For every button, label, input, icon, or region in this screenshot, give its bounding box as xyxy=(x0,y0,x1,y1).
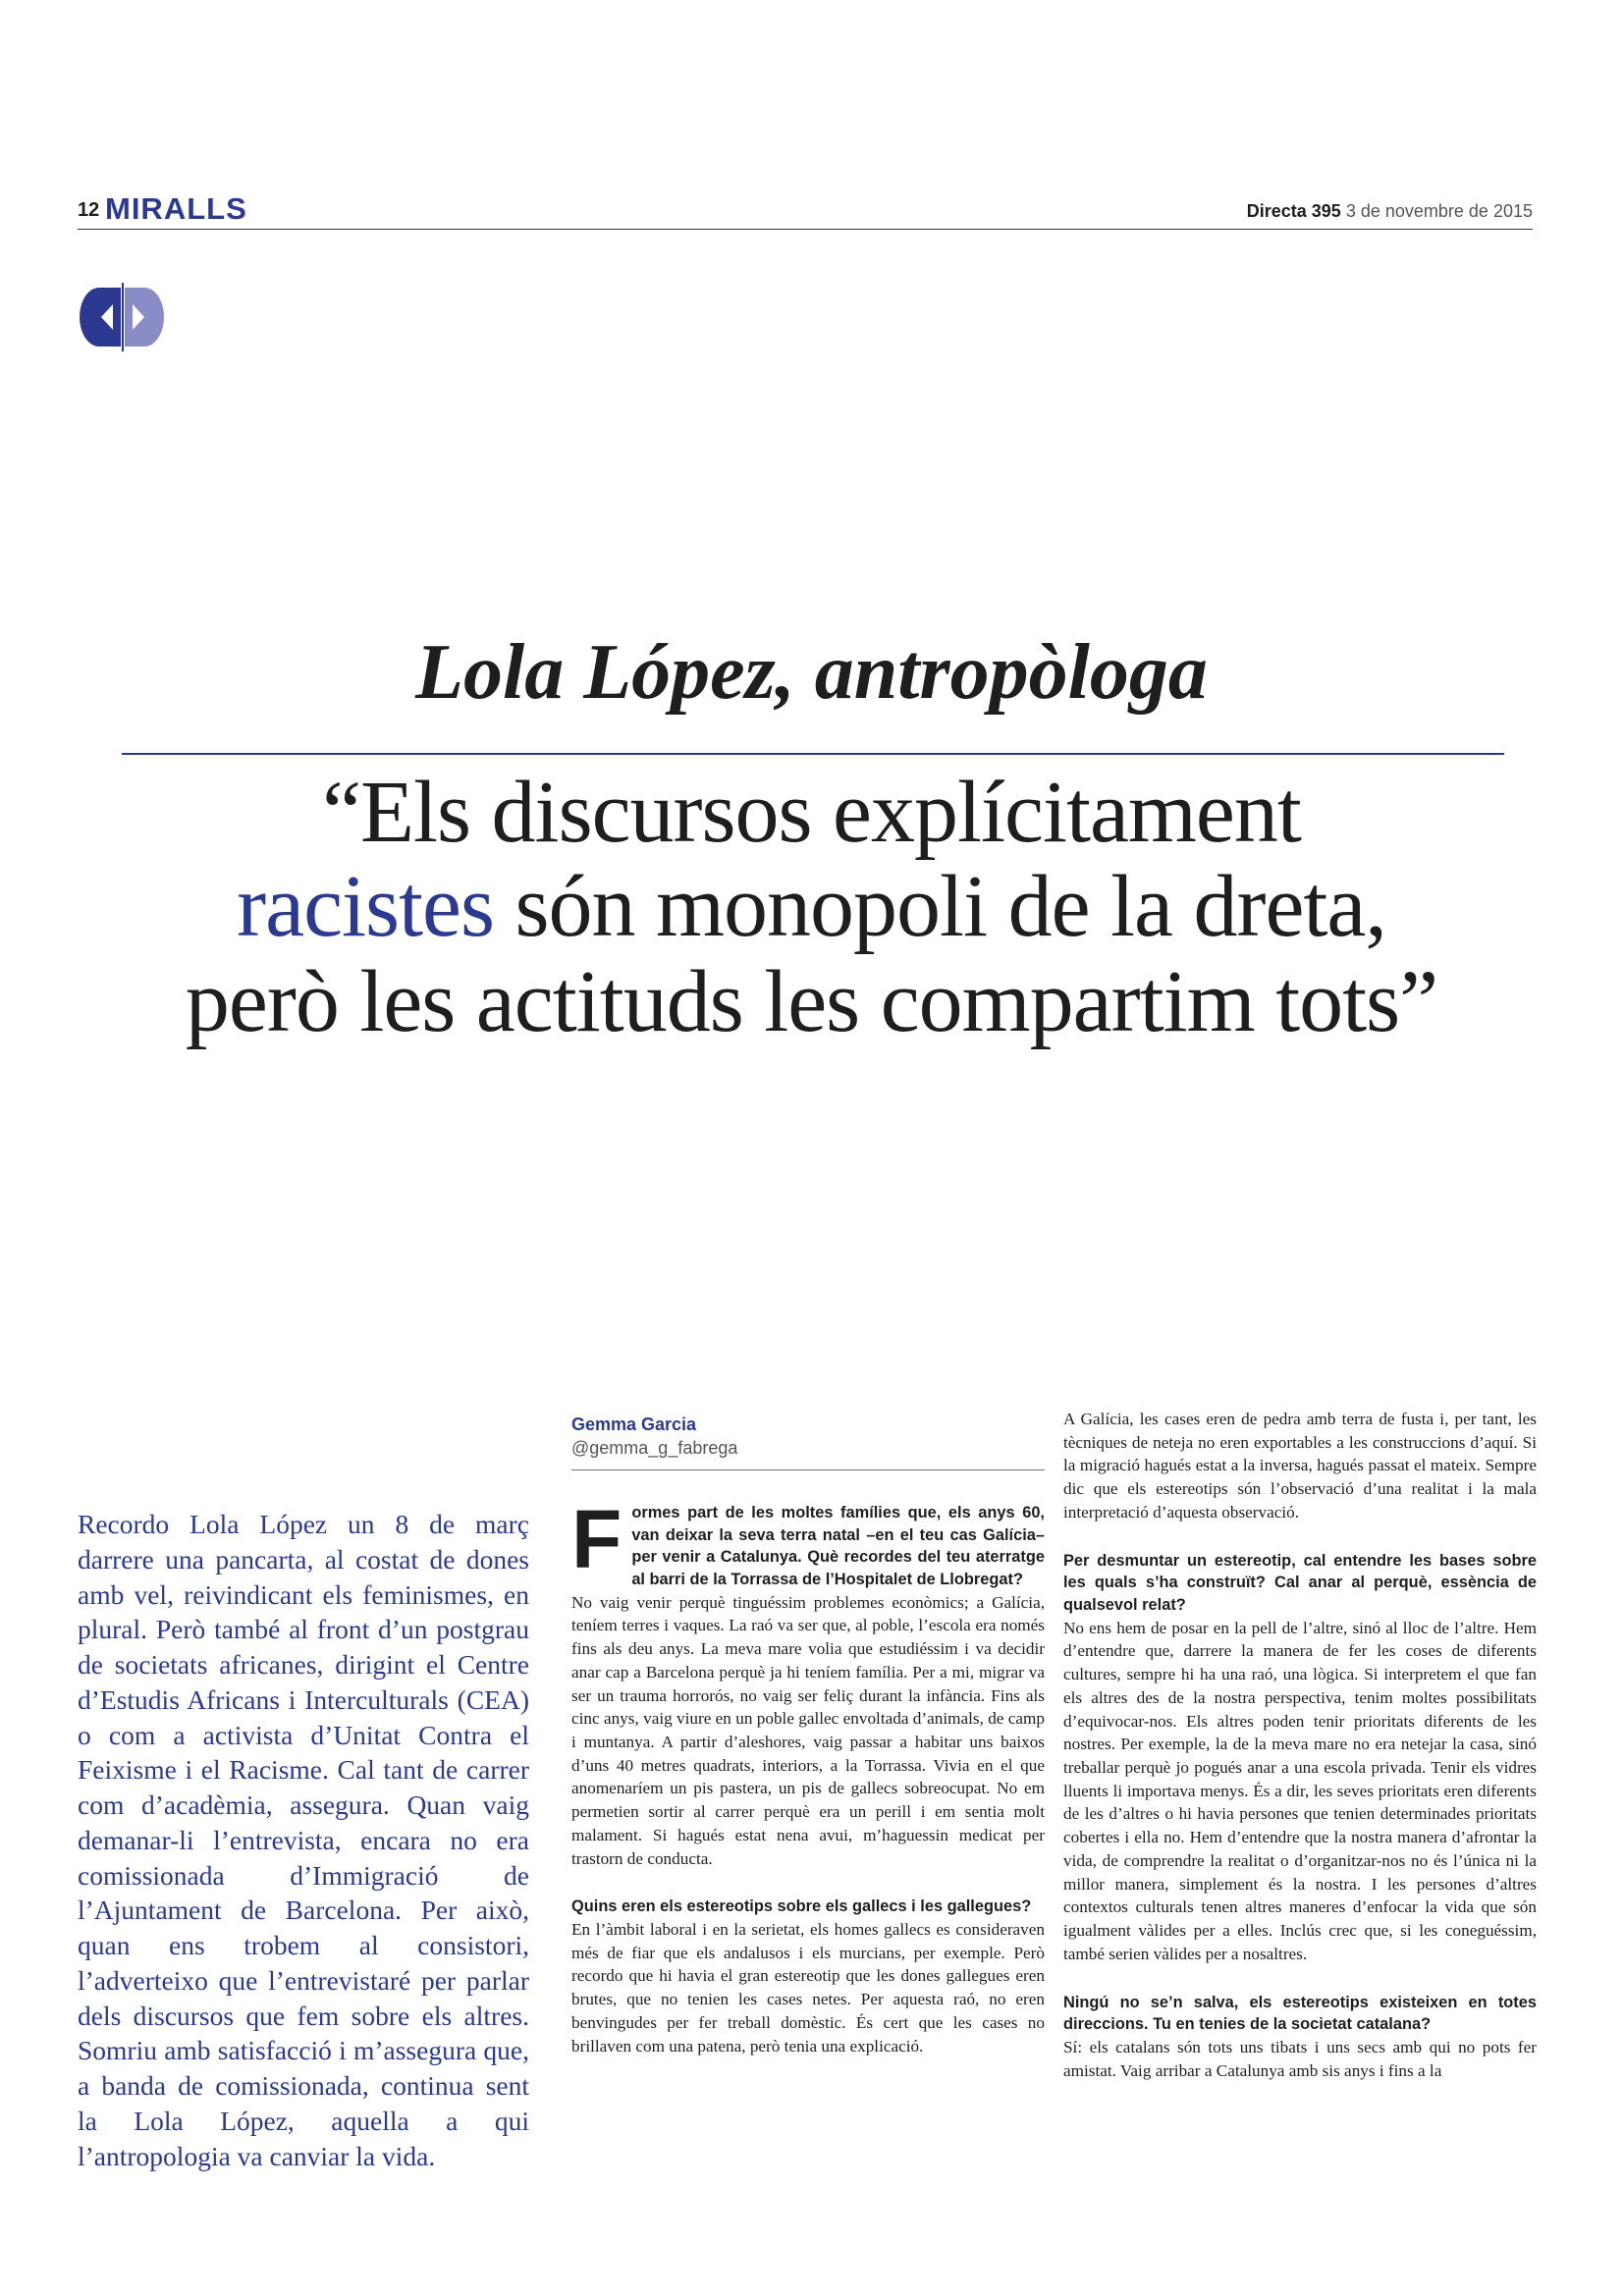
answer-2: En l’àmbit laboral i en la serietat, els homes gallecs es consideraven més de fiar que els andalusos i els murcians, per exemple. Però recordo que hi havia el gran estereotip que les dones gallegues eren brutes, que no tenien les cases netes. Per aquesta raó, no eren benvingudes per fer treball domèstic. És cert que les cases no brillaven com una patena, però tenia una explicació. xyxy=(571,1920,1045,2056)
publication-name: Directa 395 xyxy=(1246,201,1341,221)
issue-info xyxy=(1247,201,1533,222)
byline-rule xyxy=(571,1469,1045,1470)
headline xyxy=(59,766,1564,1049)
question-4: Ningú no se’n salva, els estereotips existeixen en totes direccions. Tu en tenies de la societat catalana? xyxy=(1063,1993,1537,2034)
issue-date: 3 de novembre de 2015 xyxy=(1345,201,1533,221)
headline-line-3: però les actituds les compartim tots” xyxy=(185,952,1438,1050)
title-rule xyxy=(122,753,1504,755)
section-name: MIRALLS xyxy=(105,191,247,226)
question-1-text: ormes part de les moltes famílies que, els anys 60, van deixar la seva terra natal –en el teu cas Galícia– per venir a Catalunya. Què recordes del teu aterratge al barri de la Torrassa de l’Hospitalet de Llobregat? xyxy=(631,1504,1045,1588)
question-2: Quins eren els estereotips sobre els gallecs i les gallegues? xyxy=(571,1897,1032,1916)
dropcap: F xyxy=(571,1493,622,1585)
intro-paragraph: Recordo Lola López un 8 de març darrere una pancarta, al costat de dones amb vel, reivindicant els feminismes, en plural. Però també al front d’un postgrau de societats africanes, dirigint el Centre d’Estudis Africans i Interculturals (CEA) o com a activista d’Unitat Contra el Feixisme i el Racisme. Cal tant de carrer com d’acadèmia, assegura. Quan vaig demanar-li l’entrevista, encara no era comissionada d’Immigració de l’Ajuntament de Barcelona. Per això, quan ens trobem al consistori, l’adverteixo que l’entrevistaré per parlar dels discursos que fem sobre els altres. Somriu amb satisfacció i m’assegura que, a banda de comissionada, continua sent la Lola López, aquella a qui l’antropologia va canviar la vida. xyxy=(78,1509,529,2171)
question-3: Per desmuntar un estereotip, cal entendre les bases sobre les quals s’ha construït? Cal anar al perquè, essència de qualsevol relat? xyxy=(1063,1551,1537,1614)
answer-4: Sí: els catalans són tots uns tibats i uns secs amb qui no pots fer amistat. Vaig arribar a Catalunya amb sis anys i fins a la xyxy=(1063,2037,1537,2080)
headline-line-1: “Els discursos explícitament xyxy=(322,764,1301,861)
headline-highlight: racistes xyxy=(237,858,495,956)
article-column-2 xyxy=(1063,1408,1537,2082)
article-column-1 xyxy=(571,1493,1045,2057)
play-arrows-logo xyxy=(78,283,166,351)
header-rule xyxy=(78,229,1533,230)
answer-1: No vaig venir perquè tinguéssim problemes econòmics; a Galícia, teníem terres i vaques. La raó va ser que, al poble, l’escola era només fins als deu anys. La meva mare volia que estudiéssim i va decidir anar cap a Barcelona perquè ja hi teníem família. Per a mi, migrar va ser un trauma horrorós, no vaig ser feliç durant la infància. Fins als cinc anys, vaig viure en un poble gallec envoltada d’animals, de camp i muntanya. A partir d’aleshores, vaig passar a habitar uns baixos d’uns 40 metres quadrats, interiors, a la Torrassa. Vivia en el que anomenaríem un pis pastera, un pis de gallecs sobreocupat. No em permetien sortir al carrer perquè era un perill i em sentia molt malament. Si hagués estat nena avui, m’haguessin medicat per trastorn de conducta. xyxy=(571,1592,1045,1868)
byline-handle[interactable]: @gemma_g_fabrega xyxy=(571,1438,738,1458)
headline-line-2: són monopoli de la dreta, xyxy=(494,858,1386,956)
page-number: 12 xyxy=(78,199,100,221)
byline-author: Gemma Garcia xyxy=(571,1415,697,1434)
interviewee-title: Lola López, antropòloga xyxy=(415,629,1208,716)
question-1 xyxy=(571,1493,1045,1591)
answer-2-continued: A Galícia, les cases eren de pedra amb terra de fusta i, per tant, les tècniques de neteja no eren exportables a les construccions d’aquí. Si la migració hagués estat a la inversa, hagués passat el mateix. Sempre dic que els estereotips són l’observació d’una realitat i la mala interpretació d’aquesta observació. xyxy=(1063,1410,1537,1522)
answer-3: No ens hem de posar en la pell de l’altre, sinó al lloc de l’altre. Hem d’entendre que, darrere la manera de fer les coses de diferents cultures, sempre hi ha una raó, una lògica. Si interpretem el que fan els altres des de la nostra perspectiva, tenim moltes possibilitats d’equivocar-nos. Els altres poden tenir prioritats diferents de les nostres. Per exemple, la de la meva mare no era netejar la casa, sinó treballar perquè jo pogués anar a una escola privada. Tenir els vidres lluents li importava menys. És a dir, les seves prioritats eren diferents de les d’altres o hi havia persones que tenien determinades prioritats cobertes i ella no. Hem d’entendre que la nostra manera d’afrontar la vida, de comprendre la realitat o d’organitzar-nos no és l’única ni la millor manera, simplement és la nostra. I les persones d’altres contextos culturals tenen altres maneres d’enfocar la vida que són igualment vàlides per a elles. Inclús crec que, si les coneguéssim, també serien vàlides per a nosaltres. xyxy=(1063,1618,1537,1963)
